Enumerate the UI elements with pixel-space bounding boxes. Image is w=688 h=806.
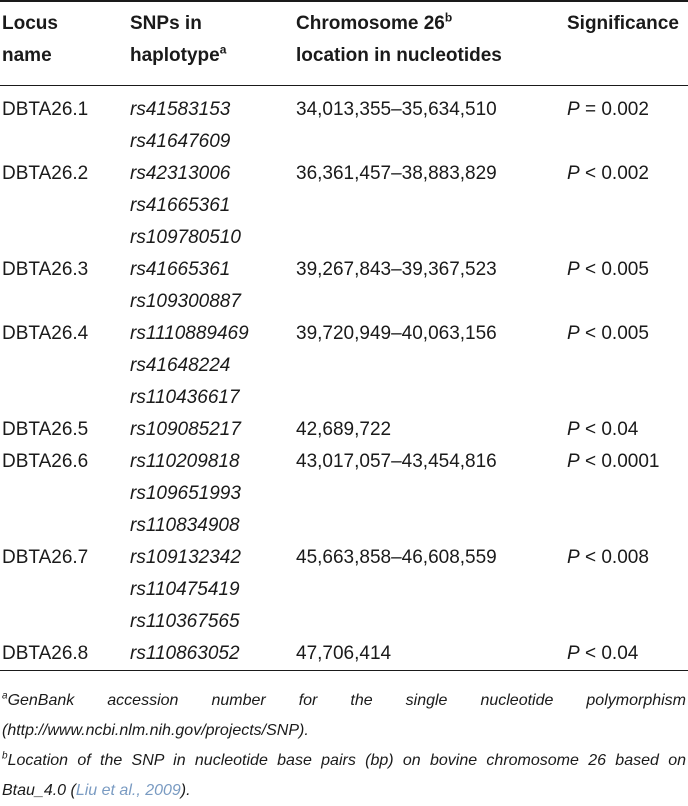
header-locus-name: Locus name xyxy=(2,13,58,66)
location-cell: 45,663,858–46,608,559 xyxy=(296,547,497,568)
footnote-b: $^b$Location of the SNP in nucleotide base pairs (bp) on bovine chromosome 26 based on Btau_4.0 (Liu et al., 2009). xyxy=(2,750,686,799)
header-divider-rule xyxy=(0,85,688,86)
snp-id: rs41665361 xyxy=(130,259,231,280)
p-value: < 0.04 xyxy=(584,643,639,664)
location-cell: 47,706,414 xyxy=(296,643,392,664)
significance-cell xyxy=(567,158,649,190)
snp-id: rs42313006 xyxy=(130,163,231,184)
snp-list-cell xyxy=(130,254,241,318)
snp-id: rs109085217 xyxy=(130,419,241,440)
snp-list-cell xyxy=(130,446,241,542)
snp-id: rs109651993 xyxy=(130,483,241,504)
p-value: < 0.0001 xyxy=(584,451,660,472)
table-footnotes xyxy=(2,686,686,806)
p-symbol: P xyxy=(567,163,580,184)
location-cell: 43,017,057–43,454,816 xyxy=(296,451,497,472)
location-cell: 34,013,355–35,634,510 xyxy=(296,99,497,120)
p-symbol: P xyxy=(567,451,580,472)
snp-id: rs109300887 xyxy=(130,291,241,312)
locus-name-cell: DBTA26.2 xyxy=(2,163,89,184)
p-symbol: P xyxy=(567,259,580,280)
citation-link[interactable]: Liu et al., 2009 xyxy=(75,782,181,799)
header-significance: Significance xyxy=(567,13,679,34)
snp-id: rs41647609 xyxy=(130,131,231,152)
snp-id: rs110436617 xyxy=(130,387,240,408)
p-value: < 0.005 xyxy=(584,323,649,344)
location-cell: 36,361,457–38,883,829 xyxy=(296,163,497,184)
locus-name-cell: DBTA26.3 xyxy=(2,259,89,280)
significance-cell xyxy=(567,94,649,126)
p-symbol: P xyxy=(567,99,580,120)
snp-id: rs110834908 xyxy=(130,515,240,536)
p-symbol: P xyxy=(567,547,580,568)
snp-list-cell xyxy=(130,542,241,638)
snp-list-cell xyxy=(130,318,249,414)
locus-name-cell: DBTA26.5 xyxy=(2,419,89,440)
p-symbol: P xyxy=(567,419,580,440)
snp-id: rs110367565 xyxy=(130,611,240,632)
significance-cell xyxy=(567,638,638,670)
location-cell: 39,267,843–39,367,523 xyxy=(296,259,497,280)
snp-id: rs41648224 xyxy=(130,355,231,376)
snp-id: rs110209818 xyxy=(130,451,240,472)
locus-name-cell: DBTA26.4 xyxy=(2,323,89,344)
header-snps-in-haplotype: SNPs in haplotype$^a$ xyxy=(130,13,227,66)
snp-id: rs1110889469 xyxy=(130,323,249,344)
p-value: < 0.008 xyxy=(584,547,649,568)
snp-list-cell xyxy=(130,638,240,670)
table-bottom-rule xyxy=(0,670,688,671)
snp-id: rs110475419 xyxy=(130,579,240,600)
locus-name-cell: DBTA26.1 xyxy=(2,99,89,120)
significance-cell xyxy=(567,254,649,286)
snp-list-cell xyxy=(130,94,230,158)
snp-id: rs109132342 xyxy=(130,547,241,568)
p-value: < 0.002 xyxy=(584,163,649,184)
location-cell: 39,720,949–40,063,156 xyxy=(296,323,497,344)
locus-name-cell: DBTA26.7 xyxy=(2,547,89,568)
snp-id: rs110863052 xyxy=(130,643,240,664)
p-value: < 0.04 xyxy=(584,419,639,440)
snp-list-cell xyxy=(130,414,241,446)
snp-list-cell xyxy=(130,158,241,254)
p-symbol: P xyxy=(567,323,580,344)
significance-cell xyxy=(567,542,649,574)
significance-cell xyxy=(567,446,659,478)
p-value: = 0.002 xyxy=(584,99,649,120)
footnote-a: $^a$GenBank accession number for the single nucleotide polymorphism (http://www.ncbi.nlm.nih.gov/projects/SNP). xyxy=(2,690,686,739)
locus-name-cell: DBTA26.8 xyxy=(2,643,89,664)
table-top-rule xyxy=(0,0,688,2)
location-cell: 42,689,722 xyxy=(296,419,392,440)
snp-id: rs41665361 xyxy=(130,195,231,216)
significance-cell xyxy=(567,414,638,446)
snp-id: rs109780510 xyxy=(130,227,241,248)
locus-name-cell: DBTA26.6 xyxy=(2,451,89,472)
p-symbol: P xyxy=(567,643,580,664)
p-value: < 0.005 xyxy=(584,259,649,280)
significance-cell xyxy=(567,318,649,350)
snp-id: rs41583153 xyxy=(130,99,231,120)
header-chromosome-location: Chromosome 26$^b$ location in nucleotides xyxy=(296,10,502,66)
